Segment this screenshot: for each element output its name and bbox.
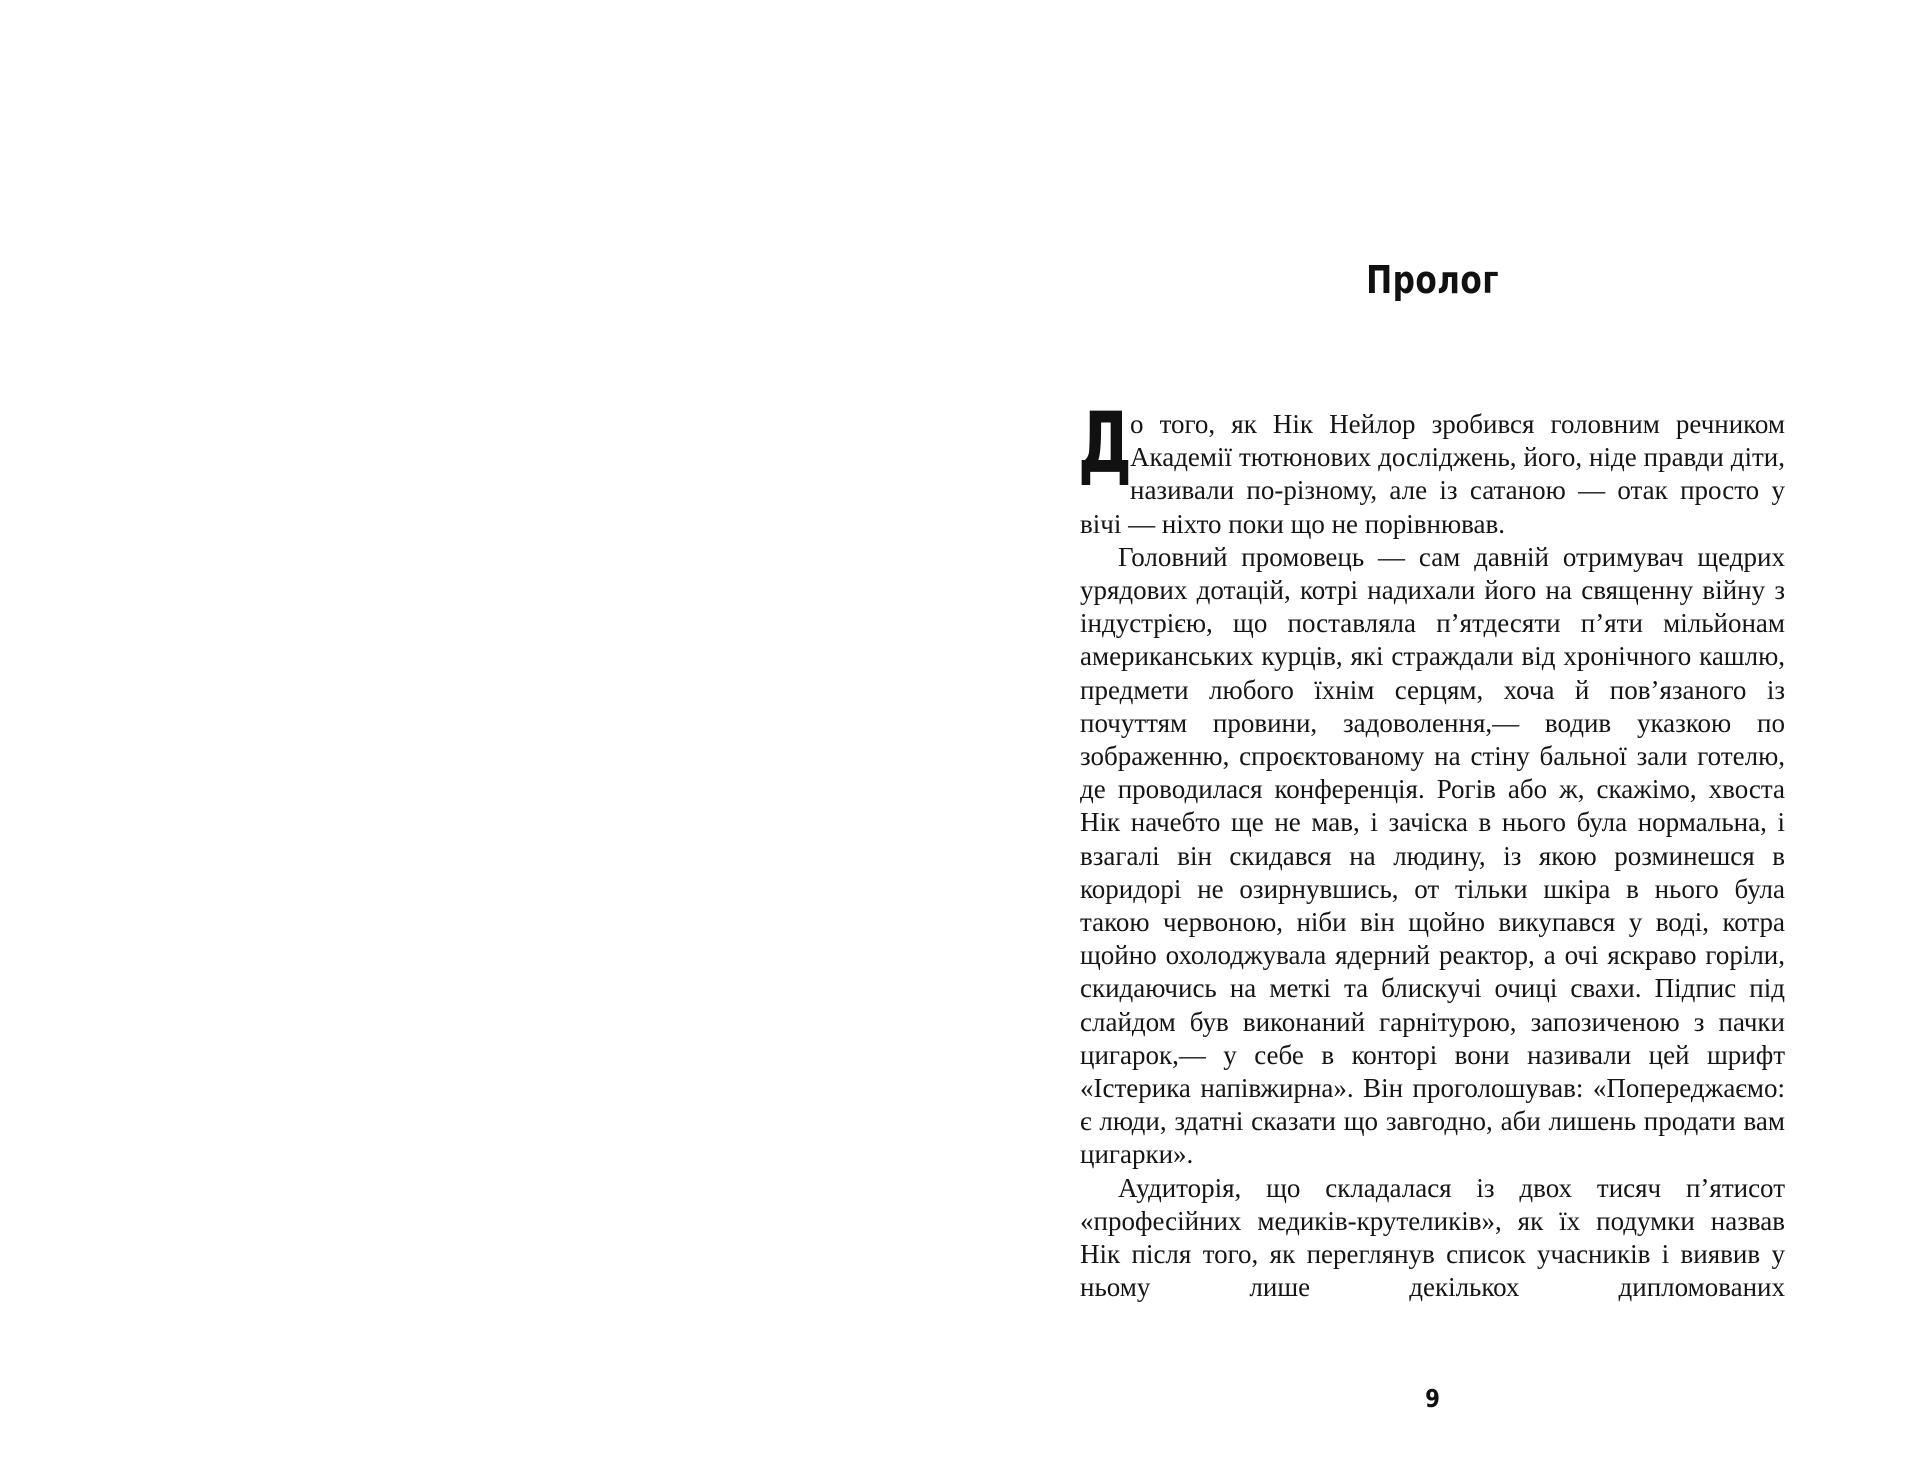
paragraph-2: Головний промовець — сам давній отримувач щедрих урядових дотацій, котрі надихали його на священну війну з індустрією, що поставляла п’ятдесяти п’яти мільйонам американських курців, які страждали від хронічного кашлю, предмети любого їхнім серцям, хоча й пов’язаного із почуттям провини, задоволення,— водив указкою по зображенню, спроєктованому на стіну бальної зали готелю, де проводилася конференція. Рогів або ж, скажімо, хвоста Нік начебто ще не мав, і зачіска в нього була нормальна, і взагалі він скидався на людину, із якою розминешся в коридорі не озирнувшись, от тільки шкіра в нього була такою червоною, ніби він щойно викупався у воді, котра щойно охолоджувала ядерний реактор, а очі яскраво горіли, скидаючись на меткі та блискучі очиці свахи. Підпис під слайдом був виконаний гарнітурою, запозиченою з пачки цигарок,— у себе в конторі вони називали цей шрифт «Істерика напівжирна». Він проголошував: «Попереджаємо: є люди, здатні сказати що завгодно, аби лишень продати вам цигарки».	[1080, 541, 1785, 1170]
drop-cap: Д	[1078, 394, 1132, 492]
paragraph-1	[1078, 394, 1785, 541]
chapter-title: Пролог	[1366, 258, 1499, 302]
body-text	[1078, 394, 1785, 1304]
paragraph-1-text: о того, як Нік Нейлор зробився головним речником Академії тютюнових досліджень, його, ніде правди діти, називали по-різному, але із сатаною — отак просто у вічі — ніхто поки що не порівнював.	[1080, 409, 1785, 539]
page-number: 9	[1425, 1384, 1440, 1413]
paragraph-3: Аудиторія, що складалася із двох тисяч п’ятисот «професійних медиків-крутеликів», як їх подумки назвав Нік після того, як переглянув список учасників і виявив у ньому лише декількох дипломованих	[1080, 1172, 1785, 1303]
